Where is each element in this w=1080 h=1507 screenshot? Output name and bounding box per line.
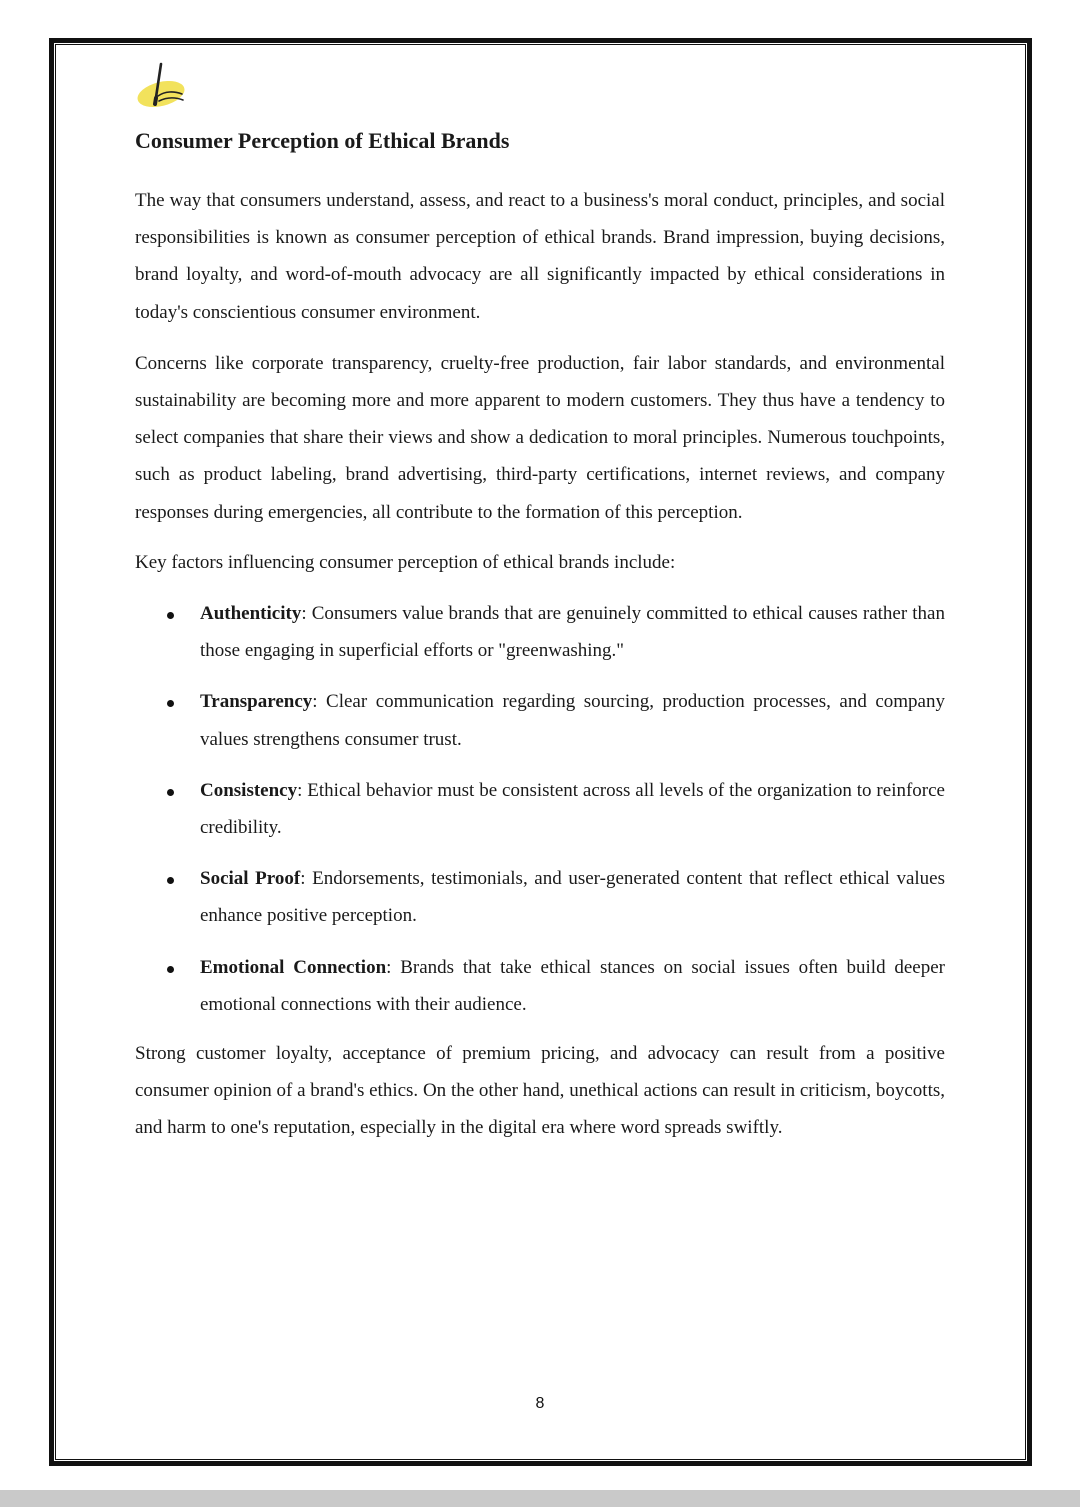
factor-term: Transparency — [200, 691, 313, 713]
intro-paragraph: The way that consumers understand, assess, and react to a business's moral conduct, principles, and social responsibilities is known as consumer perception of ethical brands. Brand impression, buying decisions, brand loyalty, and word-of-mouth advocacy are all significantly impacted by ethical considerations in today's conscientious consumer environment. — [135, 190, 945, 323]
factor-term: Social Proof — [200, 868, 301, 890]
viewer-bottom-bar — [0, 1490, 1080, 1507]
document-content — [135, 124, 945, 1147]
factor-description: : Consumers value brands that are genuinely committed to ethical causes rather than those engaging in superficial efforts or "greenwashing." — [200, 603, 945, 662]
list-item — [135, 772, 945, 846]
factor-term: Consistency — [200, 779, 298, 801]
page-number: 8 — [535, 1395, 545, 1412]
pen-writing-icon — [134, 60, 190, 112]
bullet-icon — [167, 612, 174, 619]
list-item — [135, 683, 945, 757]
context-paragraph: Concerns like corporate transparency, cruelty-free production, fair labor standards, and environmental sustainability are becoming more and more apparent to modern customers. They thus have a tendency to select companies that share their views and show a dedication to moral principles. Numerous touchpoints, such as product labeling, brand advertising, third-party certifications, internet reviews, and company responses during emergencies, all contribute to the formation of this perception. — [135, 352, 945, 523]
factor-description: : Clear communication regarding sourcing, production processes, and company values strengthens consumer trust. — [200, 691, 945, 750]
bullet-icon — [167, 700, 174, 707]
factor-description: : Endorsements, testimonials, and user-generated content that reflect ethical values enhance positive perception. — [200, 868, 945, 927]
list-item — [135, 595, 945, 669]
factor-description: : Brands that take ethical stances on social issues often build deeper emotional connections with their audience. — [200, 956, 945, 1015]
factor-description: : Ethical behavior must be consistent across all levels of the organization to reinforce credibility. — [200, 779, 945, 839]
list-item — [135, 949, 945, 1023]
list-item — [135, 860, 945, 934]
bullet-icon — [167, 966, 174, 973]
conclusion-paragraph: Strong customer loyalty, acceptance of premium pricing, and advocacy can result from a positive consumer opinion of a brand's ethics. On the other hand, unethical actions can result in criticism, boycotts, and harm to one's reputation, especially in the digital era where word spreads swiftly. — [135, 1043, 945, 1139]
bullet-icon — [167, 877, 174, 884]
factor-list — [135, 595, 945, 1023]
factor-term: Authenticity — [200, 603, 302, 625]
factors-intro: Key factors influencing consumer perception of ethical brands include: — [135, 551, 676, 573]
page-title: Consumer Perception of Ethical Brands — [135, 128, 510, 153]
factor-term: Emotional Connection — [200, 956, 387, 978]
bullet-icon — [167, 789, 174, 796]
